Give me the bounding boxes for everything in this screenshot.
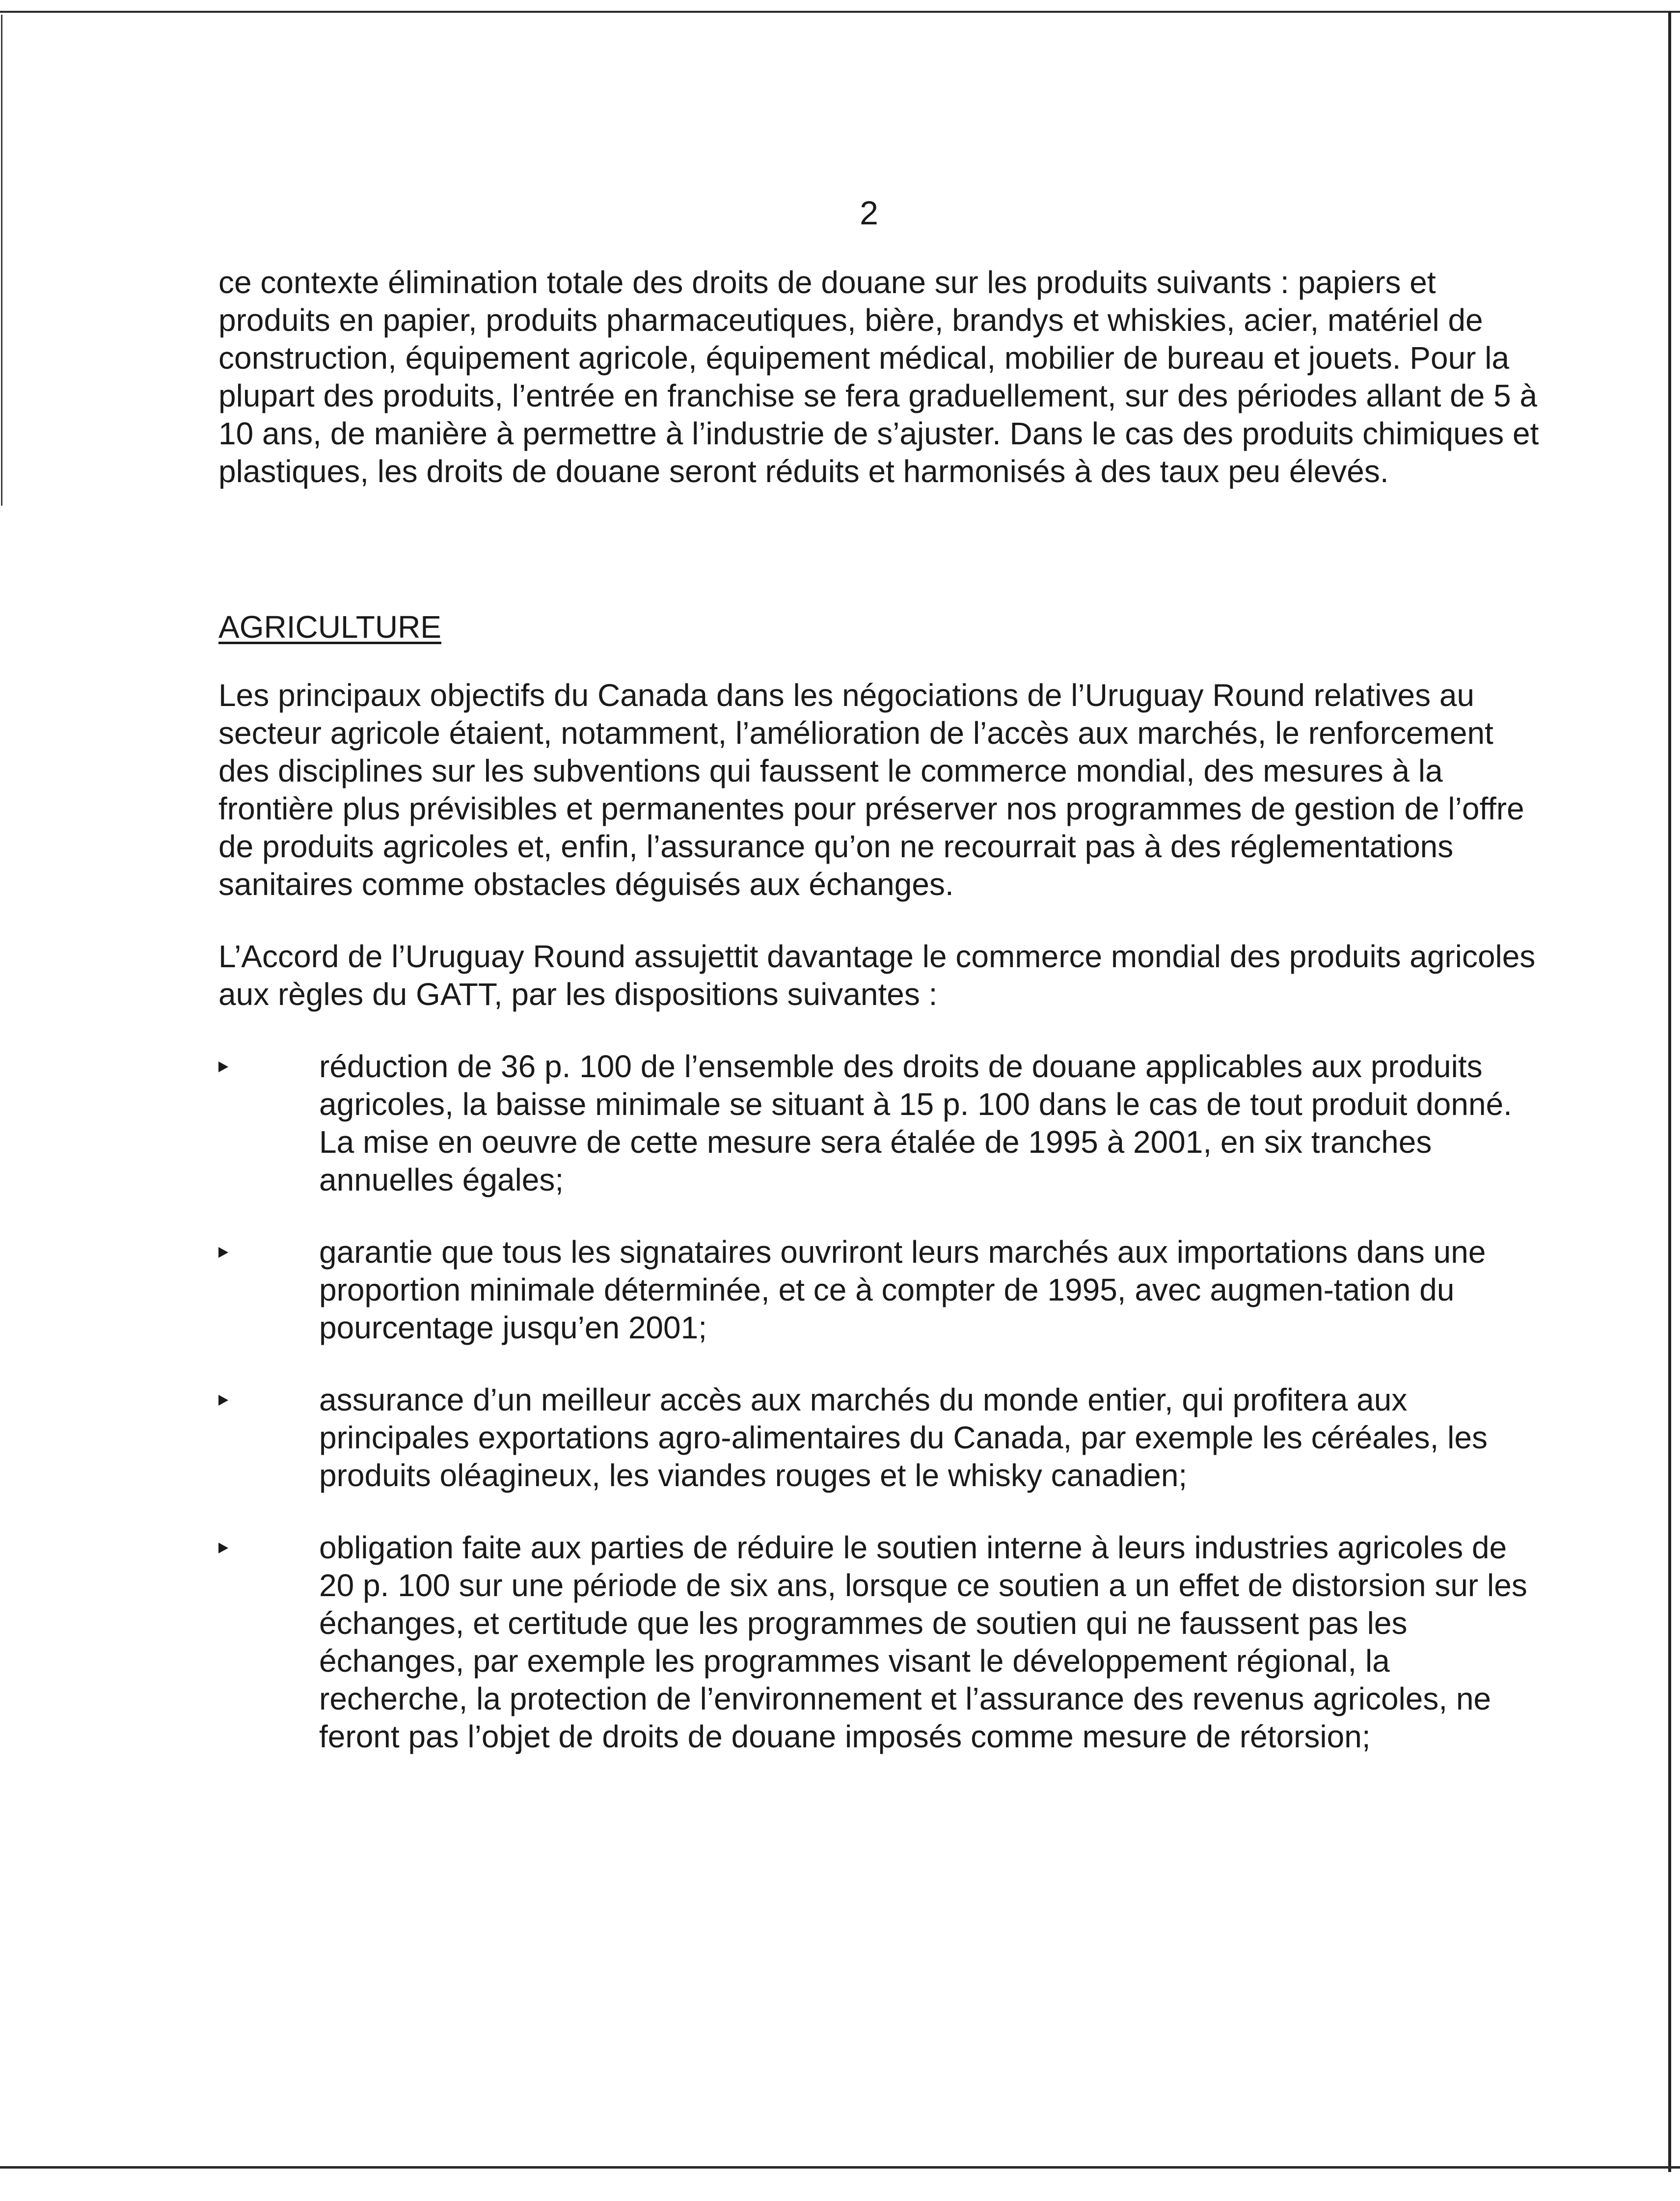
page-edge-top (0, 11, 1680, 13)
list-item-text: garantie que tous les signataires ouvriront leurs marchés aux importations dans une proportion minimale déterminée, et ce à compter de 1995, avec augmen-tation du pourcentage jusqu’en 2001; (319, 1234, 1486, 1345)
section-heading: AGRICULTURE (218, 609, 441, 645)
triangle-bullet-icon (218, 1395, 228, 1406)
list-item (218, 1233, 1544, 1347)
triangle-bullet-icon (218, 1247, 228, 1258)
list-item-text: réduction de 36 p. 100 de l’ensemble des droits de douane applicables aux produits agricoles, la baisse minimale se situant à 15 p. 100 dans le cas de tout produit donné. La mise en oeuvre de cette mesure sera étalée de 1995 à 2001, en six tranches annuelles égales; (319, 1049, 1512, 1197)
document-body (218, 264, 1544, 1790)
list-item-text: assurance d’un meilleur accès aux marchés du monde entier, qui profitera aux principales exportations agro-alimentaires du Canada, par exemple les céréales, les produits oléagineux, les viandes rouges et le whisky canadien; (319, 1382, 1488, 1493)
list-item (218, 1048, 1544, 1199)
list-item-text: obligation faite aux parties de réduire le soutien interne à leurs industries agricoles de 20 p. 100 sur une période de six ans, lorsque ce soutien a un effet de distorsion sur les échanges, et certitude que les programmes de soutien qui ne faussent pas les échanges, par exemple les programmes visant le développement régional, la recherche, la protection de l’environnement et l’assurance des revenus agricoles, ne feront pas l’objet de droits de douane imposés comme mesure de rétorsion; (319, 1530, 1527, 1754)
page-edge-left (1, 15, 2, 506)
page-edge-right (1668, 12, 1671, 2172)
list-item (218, 1529, 1544, 1756)
page-number: 2 (860, 194, 878, 232)
triangle-bullet-icon (218, 1061, 228, 1072)
provisions-list (218, 1048, 1544, 1756)
page-edge-bottom (0, 2166, 1680, 2169)
section-paragraph: L’Accord de l’Uruguay Round assujettit davantage le commerce mondial des produits agricoles aux règles du GATT, par les dispositions suivantes : (218, 939, 1536, 1012)
intro-paragraph: ce contexte élimination totale des droits de douane sur les produits suivants : papiers et produits en papier, produits pharmaceutiques, bière, brandys et whiskies, acier, matériel de construction, équipement agricole, équipement médical, mobilier de bureau et jouets. Pour la plupart des produits, l’entrée en franchise se fera graduellement, sur des périodes allant de 5 à 10 ans, de manière à permettre à l’industrie de s’ajuster. Dans le cas des produits chimiques et plastiques, les droits de douane seront réduits et harmonisés à des taux peu élevés. (218, 265, 1539, 489)
triangle-bullet-icon (218, 1543, 228, 1553)
section-paragraph: Les principaux objectifs du Canada dans les négociations de l’Uruguay Round relatives au secteur agricole étaient, notamment, l’amélioration de l’accès aux marchés, le renforcement des disciplines sur les subventions qui faussent le commerce mondial, des mesures à la frontière plus prévisibles et permanentes pour préserver nos programmes de gestion de l’offre de produits agricoles et, enfin, l’assurance qu’on ne recourrait pas à des réglementations sanitaires comme obstacles déguisés aux échanges. (218, 678, 1524, 902)
list-item (218, 1381, 1544, 1495)
